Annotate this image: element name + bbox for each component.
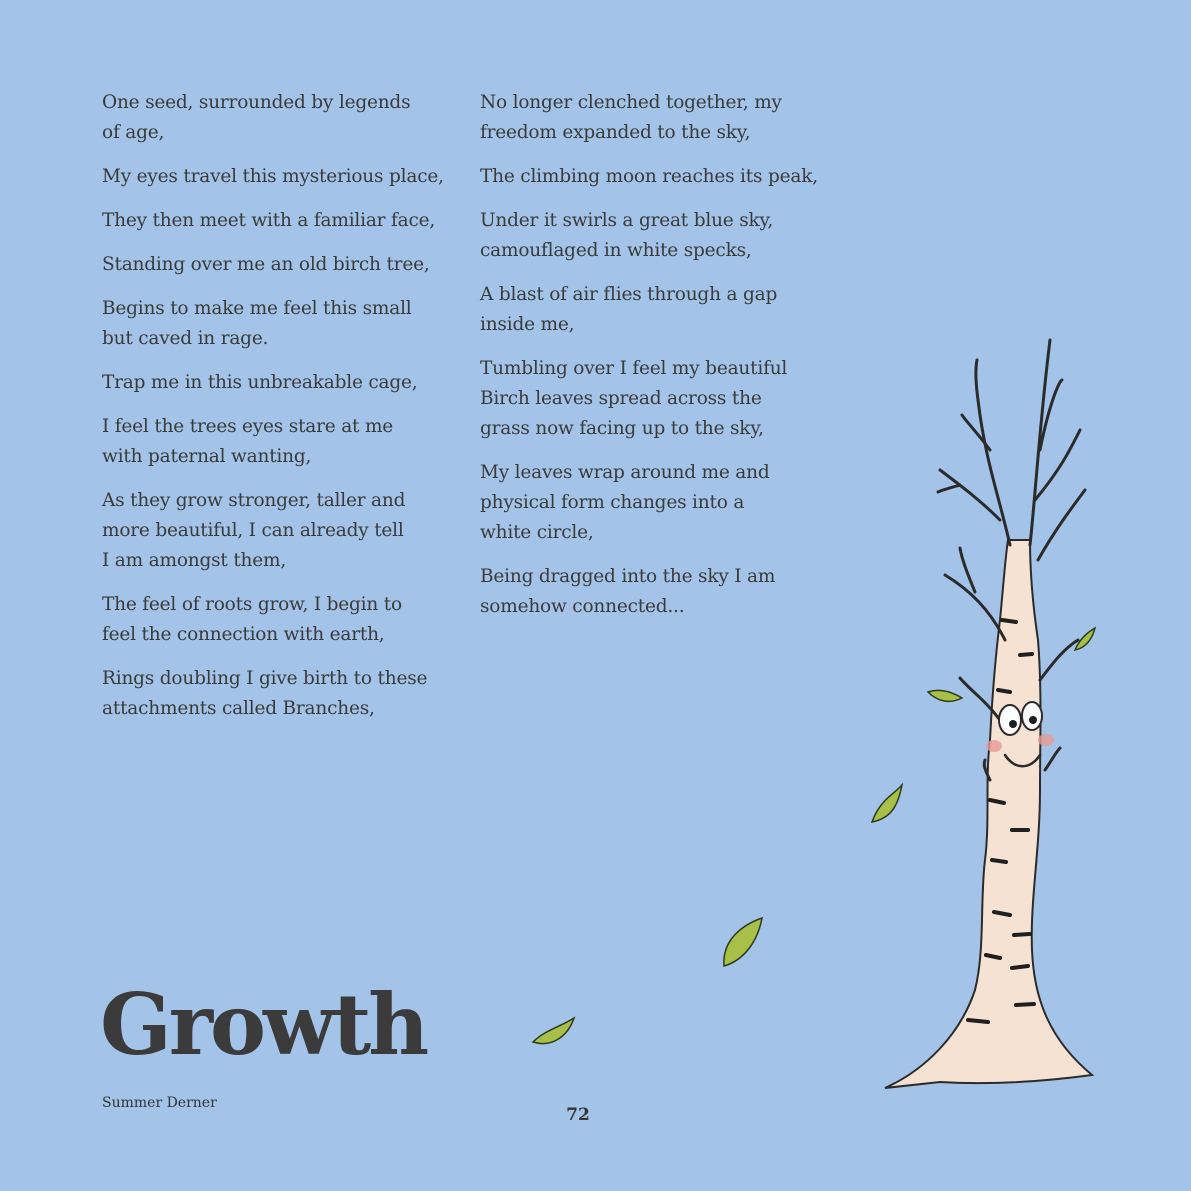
- stanza: I feel the trees eyes stare at me with paternal wanting,: [102, 416, 394, 467]
- branch-leaf-icon: [928, 690, 962, 701]
- stanza: My leaves wrap around me and physical form changes into a white circle,: [480, 462, 770, 543]
- stanza: The feel of roots grow, I begin to feel the connection with earth,: [102, 594, 402, 645]
- stanza: No longer clenched together, my freedom expanded to the sky,: [480, 92, 782, 143]
- stanza: My eyes travel this mysterious place,: [102, 166, 444, 187]
- poem-title: Growth: [100, 975, 427, 1074]
- stanza: They then meet with a familiar face,: [102, 210, 436, 231]
- stanza: A blast of air flies through a gap inside me,: [480, 284, 778, 335]
- stanza: Trap me in this unbreakable cage,: [102, 372, 418, 393]
- falling-leaf-icon: [872, 785, 902, 822]
- stanza: The climbing moon reaches its peak,: [480, 166, 818, 187]
- stanza: As they grow stronger, taller and more beautiful, I can already tell I am amongst them,: [102, 490, 406, 571]
- stanza: Begins to make me feel this small but caved in rage.: [102, 298, 412, 349]
- stanza: Tumbling over I feel my beautiful Birch leaves spread across the grass now facing up to the sky,: [480, 358, 788, 439]
- page-number: 72: [566, 1105, 590, 1125]
- stanza: Standing over me an old birch tree,: [102, 254, 430, 275]
- author-name: Summer Derner: [102, 1095, 217, 1111]
- stanza: Rings doubling I give birth to these attachments called Branches,: [102, 668, 428, 719]
- stanza: One seed, surrounded by legends of age,: [102, 92, 411, 143]
- falling-leaf-icon: [533, 1018, 574, 1044]
- stanza: Under it swirls a great blue sky, camouflaged in white specks,: [480, 210, 774, 261]
- stanza: Being dragged into the sky I am somehow connected...: [480, 566, 776, 617]
- falling-leaf-icon: [724, 918, 762, 966]
- tree-trunk: [885, 540, 1092, 1088]
